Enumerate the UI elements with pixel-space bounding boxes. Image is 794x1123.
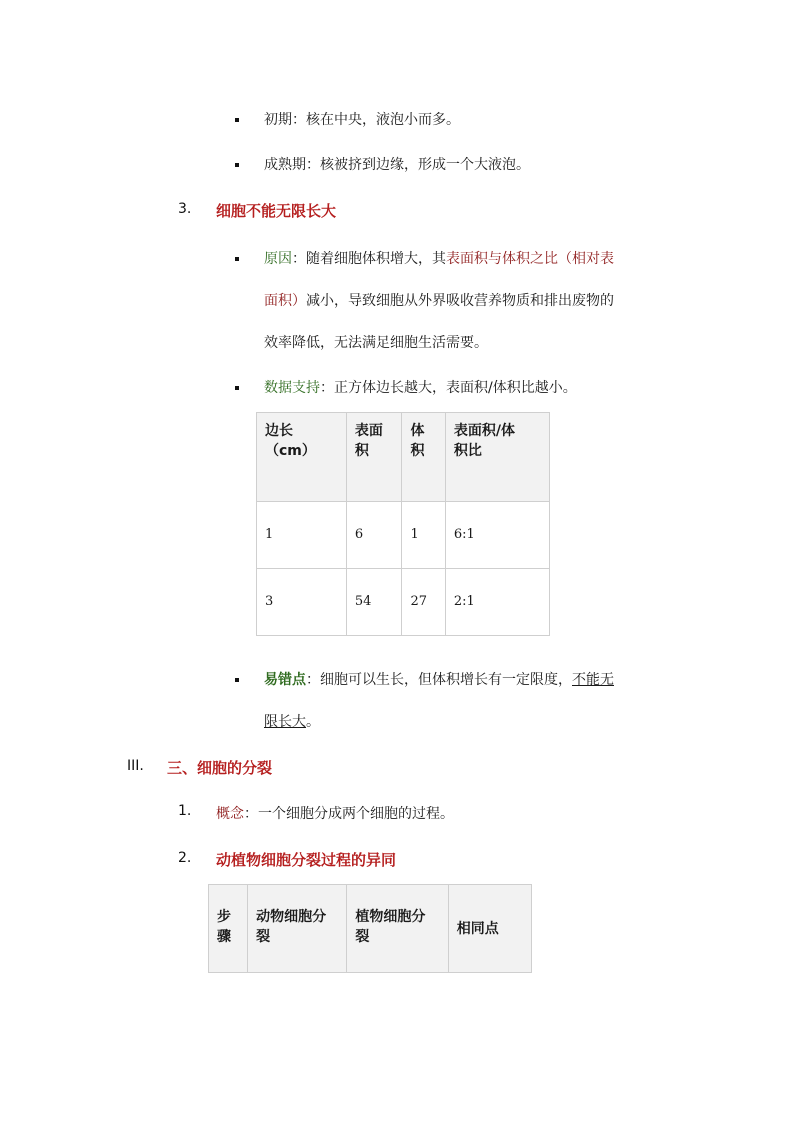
- mistake-underline-1: 不能无: [572, 672, 614, 688]
- item1-line: [216, 803, 454, 823]
- bullet-dot: [235, 118, 239, 122]
- item2-title: 动植物细胞分裂过程的异同: [216, 851, 397, 869]
- item1-label: 概念: [216, 806, 244, 822]
- reason-line-1: [264, 248, 614, 268]
- bullet-dot: [235, 678, 239, 682]
- table-row: [257, 502, 550, 569]
- table-cell: 1: [402, 502, 445, 569]
- bullet-dot: [235, 257, 239, 261]
- data-support-text: ：正方体边长越大，表面积/体积比越小。: [320, 380, 577, 396]
- header-cell: 体 积: [402, 413, 445, 502]
- section-iii-roman: III.: [127, 758, 144, 774]
- reason-pre: 随着细胞体积增大，其: [306, 251, 446, 267]
- mistake-end: 。: [306, 714, 320, 730]
- reason-label: 原因: [264, 251, 292, 267]
- item1-text: ：一个细胞分成两个细胞的过程。: [244, 806, 454, 822]
- table-cell: 1: [257, 502, 347, 569]
- header-cell: 步 骤: [209, 885, 248, 973]
- bullet-dot: [235, 163, 239, 167]
- cube-ratio-table: [256, 412, 550, 636]
- table-cell: 6:1: [445, 502, 549, 569]
- stage-mature-text: 成熟期：核被挤到边缘，形成一个大液泡。: [264, 157, 530, 173]
- table-cell: 27: [402, 569, 445, 636]
- stage-initial-text: 初期：核在中央，液泡小而多。: [264, 112, 460, 128]
- header-cell: 动物细胞分 裂: [248, 885, 347, 973]
- header-cell: 表面 积: [346, 413, 402, 502]
- data-support-line: [264, 377, 577, 397]
- header-cell: 边长 （cm）: [257, 413, 347, 502]
- bullet-dot: [235, 386, 239, 390]
- division-compare-table: [208, 884, 532, 973]
- header-cell: 表面积/体 积比: [445, 413, 549, 502]
- data-support-label: 数据支持: [264, 380, 320, 396]
- section3-title: 细胞不能无限长大: [216, 202, 337, 220]
- section-iii-title: 三、细胞的分裂: [167, 759, 273, 777]
- mistake-line-2: [264, 711, 320, 731]
- mistake-pre: ：细胞可以生长，但体积增长有一定限度，: [306, 672, 572, 688]
- header-cell: 植物细胞分 裂: [347, 885, 448, 973]
- reason-post: 减小，导致细胞从外界吸收营养物质和排出废物的: [306, 293, 614, 309]
- item2-number: 2.: [178, 850, 192, 866]
- reason-line-2: [264, 290, 614, 310]
- reason-highlight-2: 面积）: [264, 293, 306, 309]
- table-cell: 54: [346, 569, 402, 636]
- table-row: [257, 569, 550, 636]
- mistake-underline-2: 限长大: [264, 714, 306, 730]
- table-header-row: [209, 885, 532, 973]
- reason-highlight-1: 表面积与体积之比（相对表: [446, 251, 614, 267]
- reason-sep: ：: [292, 251, 306, 267]
- item1-number: 1.: [178, 803, 192, 819]
- table-header-row: [257, 413, 550, 502]
- table-cell: 6: [346, 502, 402, 569]
- mistake-line-1: [264, 669, 614, 689]
- reason-line-3: 效率降低，无法满足细胞生活需要。: [264, 335, 488, 351]
- section3-number: 3.: [178, 201, 192, 217]
- table-cell: 2:1: [445, 569, 549, 636]
- table-cell: 3: [257, 569, 347, 636]
- header-cell: 相同点: [448, 885, 531, 973]
- mistake-label: 易错点: [264, 672, 306, 688]
